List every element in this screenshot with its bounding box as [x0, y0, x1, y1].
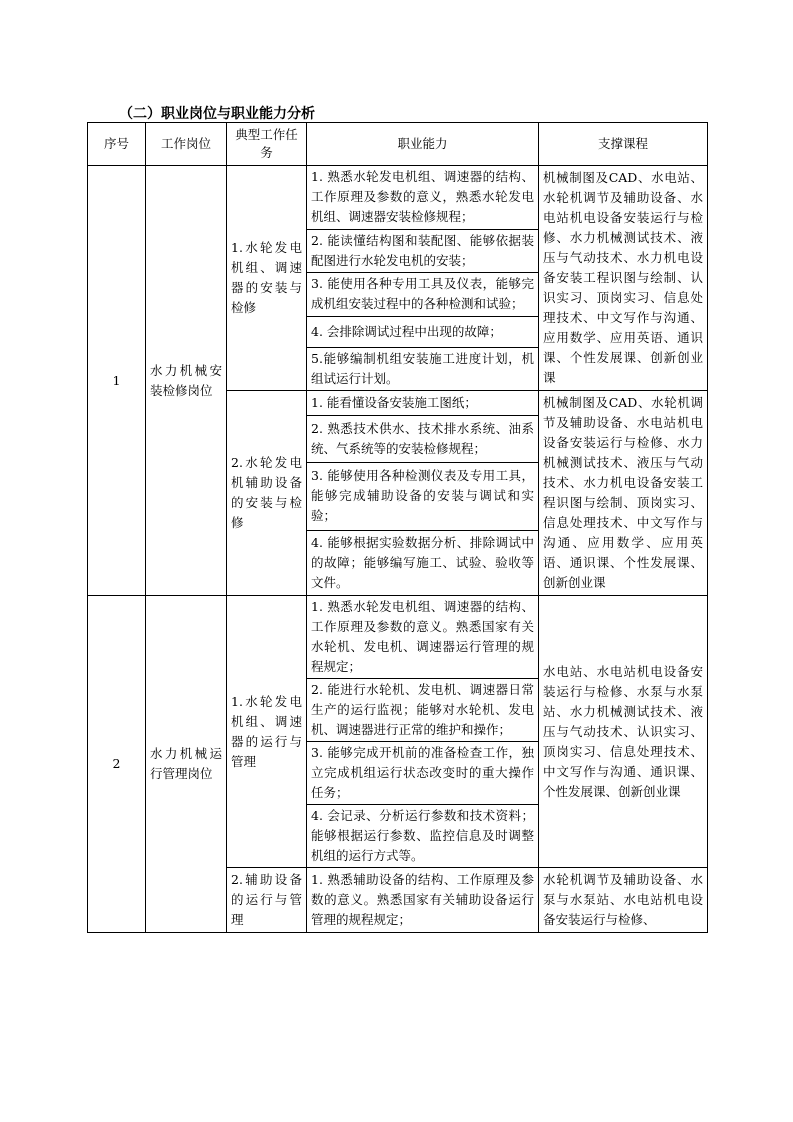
ability-cell: 3. 能够完成开机前的准备检查工作，独立完成机组运行状态改变时的重大操作任务；	[307, 742, 539, 805]
row-post: 水力机械运行管理岗位	[146, 596, 227, 933]
header-no: 序号	[88, 123, 146, 166]
ability-cell: 2. 能读懂结构图和装配图、能够依据装配图进行水轮发电机的安装；	[307, 229, 539, 272]
row-task: 2.辅助设备的运行与管理	[227, 868, 307, 933]
row-post: 水力机械安装检修岗位	[146, 166, 227, 596]
header-task: 典型工作任务	[227, 123, 307, 166]
ability-cell: 1. 熟悉辅助设备的结构、工作原理及参数的意义。熟悉国家有关辅助设备运行管理的规程规定；	[307, 868, 539, 933]
ability-cell: 3. 能使用各种专用工具及仪表，能够完成机组安装过程中的各种检测和试验；	[307, 273, 539, 316]
courses-cell: 水电站、水电站机电设备安装运行与检修、水泵与水泵站、水力机械测试技术、液压与气动技术、认识实习、顶岗实习、信息处理技术、中文写作与沟通、通识课、个性发展课、创新创业课	[539, 596, 708, 868]
header-ability: 职业能力	[307, 123, 539, 166]
row-task: 2.水轮发电机辅助设备的安装与检修	[227, 391, 307, 596]
ability-cell: 1. 能看懂设备安装施工图纸；	[307, 391, 539, 416]
header-post: 工作岗位	[146, 123, 227, 166]
ability-cell: 4. 会记录、分析运行参数和技术资料；能够根据运行参数、监控信息及时调整机组的运行方式等。	[307, 805, 539, 868]
ability-cell: 4. 能够根据实验数据分析、排除调试中的故障；能够编写施工、试验、验收等文件。	[307, 531, 539, 596]
row-no: 1	[88, 166, 146, 596]
courses-cell: 水轮机调节及辅助设备、水泵与水泵站、水电站机电设备安装运行与检修、	[539, 868, 708, 933]
section-title: （二）职业岗位与职业能力分析	[119, 106, 315, 122]
ability-cell: 2. 能进行水轮机、发电机、调速器日常生产的运行监视；能够对水轮机、发电机、调速器进行正常的维护和操作；	[307, 679, 539, 742]
row-task: 1.水轮发电机组、调速器的运行与管理	[227, 596, 307, 868]
courses-cell: 机械制图及CAD、水轮机调节及辅助设备、水电站机电设备安装运行与检修、水力机械测试技术、液压与气动技术、水力机电设备安装工程识图与绘制、顶岗实习、信息处理技术、中文写作与沟通、应用数学、应用英语、通识课、个性发展课、创新创业课	[539, 391, 708, 596]
ability-cell: 1. 熟悉水轮发电机组、调速器的结构、工作原理及参数的意义。熟悉国家有关水轮机、发电机、调速器运行管理的规程规定；	[307, 596, 539, 679]
row-no: 2	[88, 596, 146, 933]
row-task: 1.水轮发电机组、调速器的安装与检修	[227, 166, 307, 391]
ability-cell: 1. 熟悉水轮发电机组、调速器的结构、工作原理及参数的意义，熟悉水轮发电机组、调速器安装检修规程；	[307, 166, 539, 230]
ability-cell: 5.能够编制机组安装施工进度计划，机组试运行计划。	[307, 347, 539, 390]
ability-cell: 3. 能够使用各种检测仪表及专用工具，能够完成辅助设备的安装与调试和实验；	[307, 462, 539, 530]
table-row	[88, 596, 708, 679]
table-header-row	[88, 123, 708, 166]
ability-cell: 2. 熟悉技术供水、技术排水系统、油系统、气系统等的安装检修规程；	[307, 415, 539, 462]
header-courses: 支撑课程	[539, 123, 708, 166]
ability-cell: 4. 会排除调试过程中出现的故障；	[307, 316, 539, 347]
courses-cell: 机械制图及CAD、水电站、水轮机调节及辅助设备、水电站机电设备安装运行与检修、水力机械测试技术、液压与气动技术、水力机电设备安装工程识图与绘制、认识实习、顶岗实习、信息处理技术、中文写作与沟通、应用数学、应用英语、通识课、个性发展课、创新创业课	[539, 166, 708, 391]
table-row	[88, 166, 708, 230]
job-ability-table	[87, 122, 708, 933]
